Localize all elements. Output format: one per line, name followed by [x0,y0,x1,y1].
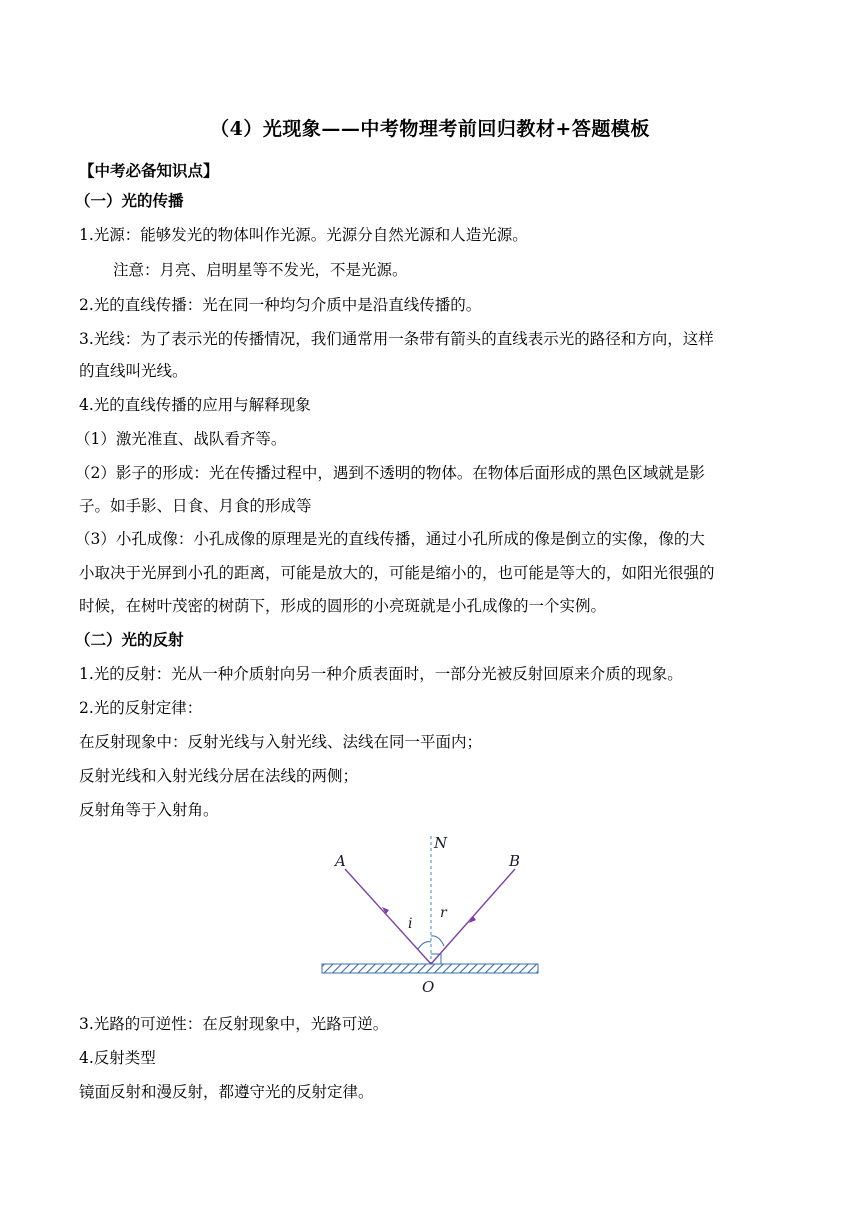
mirror-surface [322,964,538,973]
law-line-1: 在反射现象中：反射光线与入射光线、法线在同一平面内； [79,733,483,751]
law-line-3: 反射角等于入射角。 [79,801,219,819]
paragraph-straight-line: 2.光的直线传播：光在同一种均匀介质中是沿直线传播的。 [79,296,482,314]
label-a: A [335,852,346,870]
label-i: i [408,916,413,932]
angle-r-arc [431,936,444,946]
section-header: 【中考必备知识点】 [79,161,219,180]
paragraph-reflection-def: 1.光的反射：光从一种介质射向另一种介质表面时，一部分光被反射回原来介质的现象。 [79,665,683,683]
paragraph-applications: 4.光的直线传播的应用与解释现象 [79,396,311,414]
label-n: N [434,834,448,852]
paragraph-reflection-law: 2.光的反射定律： [79,699,203,717]
note-light-source: 注意：月亮、启明星等不发光，不是光源。 [113,261,408,279]
paragraph-reflection-types: 4.反射类型 [79,1049,156,1067]
paragraph-reversibility: 3.光路的可逆性：在反射现象中，光路可逆。 [79,1015,389,1033]
paragraph-light-ray-2: 的直线叫光线。 [79,362,188,380]
paragraph-light-source: 1.光源：能够发光的物体叫作光源。光源分自然光源和人造光源。 [79,226,528,244]
paragraph-light-ray-1: 3.光线：为了表示光的传播情况，我们通常用一条带有箭头的直线表示光的路径和方向，这样 [79,330,714,348]
paragraph-reflection-types-text: 镜面反射和漫反射，都遵守光的反射定律。 [79,1083,374,1101]
heading-light-propagation: （一）光的传播 [75,191,184,210]
label-b: B [509,852,521,870]
incident-ray [345,869,431,964]
angle-i-arc [418,942,431,949]
list-item-laser: （1）激光准直、战队看齐等。 [75,430,287,448]
heading-light-reflection: （二）光的反射 [75,630,184,649]
list-item-pinhole-1: （3）小孔成像：小孔成像的原理是光的直线传播，通过小孔所成的像是倒立的实像，像的大 [75,530,705,548]
list-item-pinhole-3: 时候，在树叶茂密的树荫下，形成的圆形的小亮斑就是小孔成像的一个实例。 [79,597,607,615]
list-item-shadow-1: （2）影子的形成：光在传播过程中，遇到不透明的物体。在物体后面形成的黑色区域就是影 [75,464,705,482]
label-o: O [422,978,435,996]
reflection-diagram [318,834,544,998]
list-item-shadow-2: 子。如手影、日食、月食的形成等 [79,497,312,515]
law-line-2: 反射光线和入射光线分居在法线的两侧； [79,767,359,785]
list-item-pinhole-2: 小取决于光屏到小孔的距离，可能是放大的，可能是缩小的，也可能是等大的，如阳光很强的 [79,564,715,582]
page-title: （4）光现象——中考物理考前回归教材+答题模板 [210,118,650,140]
label-r: r [440,905,447,921]
